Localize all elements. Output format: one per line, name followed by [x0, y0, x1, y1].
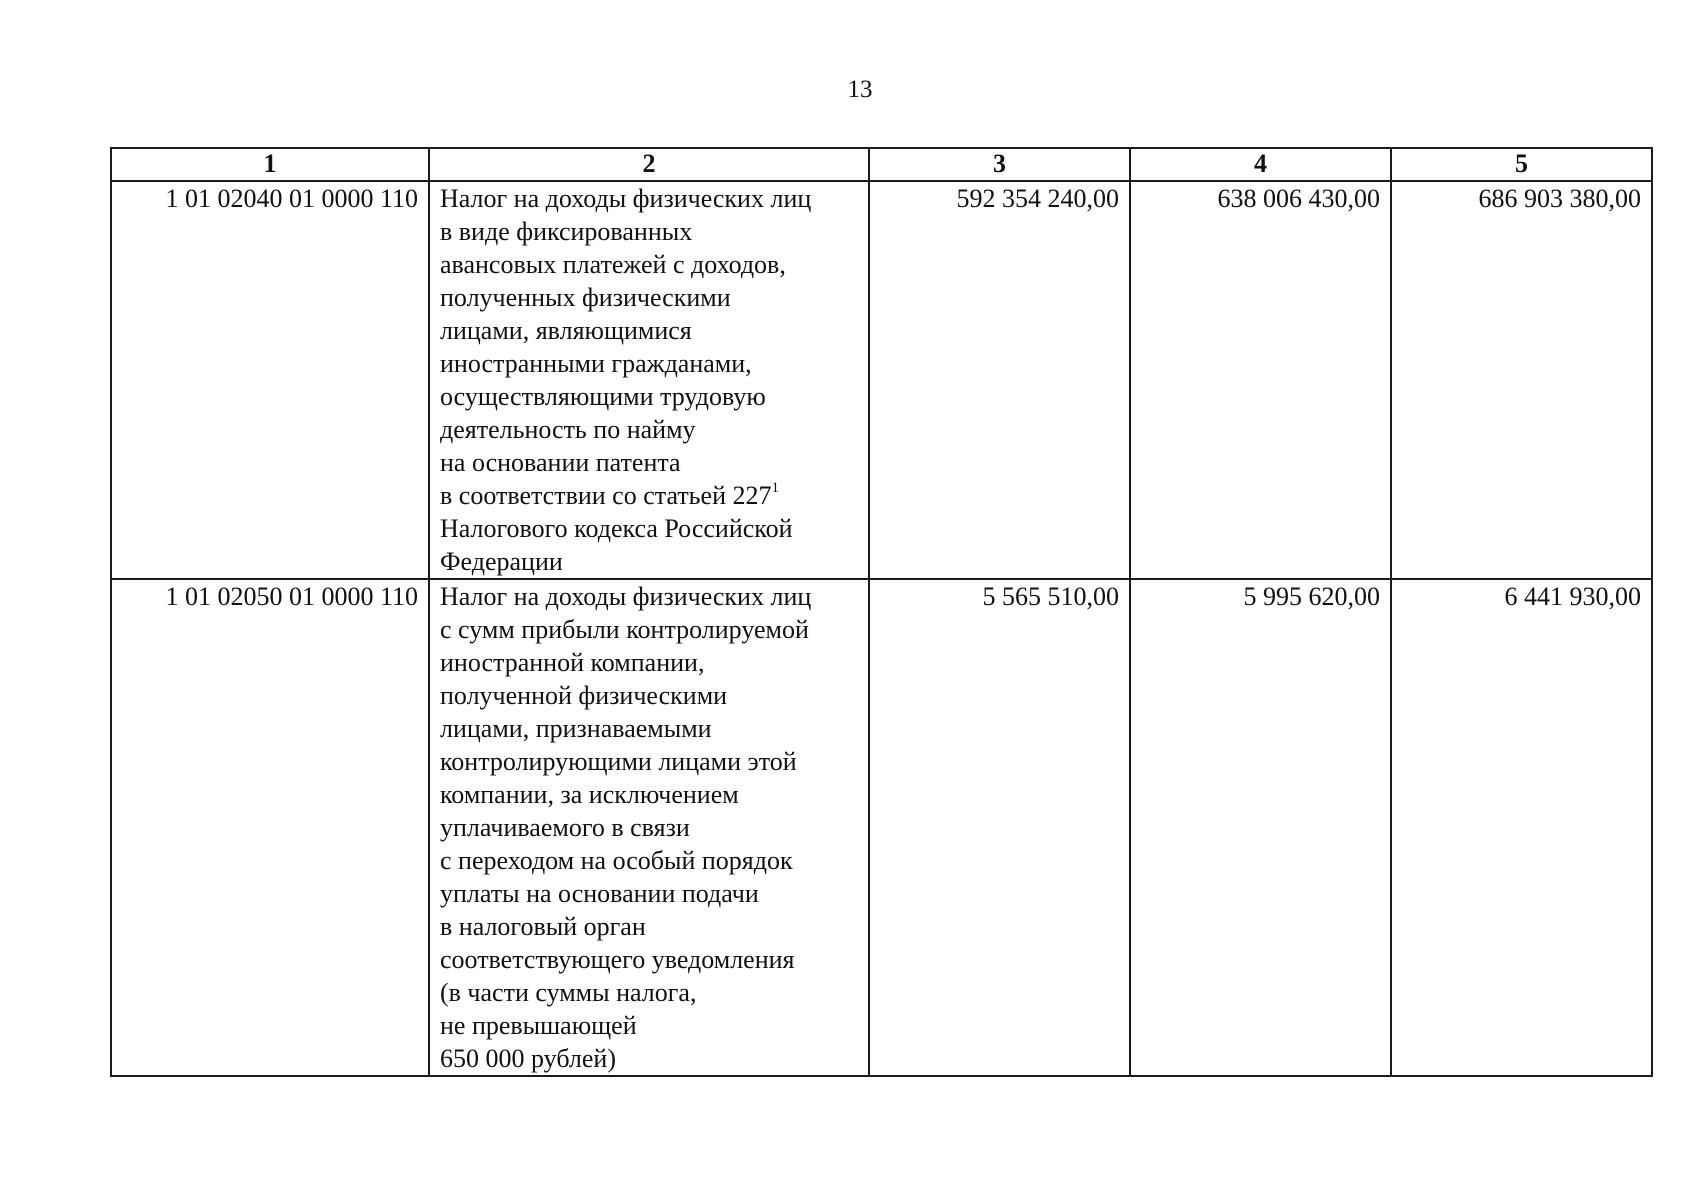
amount-column-3-cell: 592 354 240,00: [869, 181, 1130, 579]
name-line: полученных физическими: [440, 283, 731, 312]
name-line: в налоговый орган: [440, 912, 646, 941]
table-row: [111, 181, 1652, 579]
name-line: лицами, являющимися: [440, 316, 692, 345]
name-line: Налогового кодекса Российской: [440, 514, 793, 543]
article-superscript: 1: [771, 480, 779, 496]
page-number: 13: [847, 76, 873, 103]
name-line: иностранной компании,: [440, 648, 705, 677]
name-line-text: в соответствии со статьей 227: [440, 481, 772, 510]
budget-code-cell: 1 01 02040 01 0000 110: [111, 181, 429, 579]
header-column-4: 4: [1130, 148, 1391, 181]
budget-code-cell: 1 01 02050 01 0000 110: [111, 579, 429, 1076]
name-line: с сумм прибыли контролируемой: [440, 615, 809, 644]
name-line: на основании патента: [440, 448, 681, 477]
amount-column-5-cell: 686 903 380,00: [1391, 181, 1652, 579]
table-header-row: [111, 148, 1652, 181]
name-line: Налог на доходы физических лиц: [440, 582, 812, 611]
header-column-2: 2: [429, 148, 869, 181]
name-line: Федерации: [440, 547, 563, 576]
name-line: авансовых платежей с доходов,: [440, 250, 786, 279]
amount-column-5-cell: 6 441 930,00: [1391, 579, 1652, 1076]
name-line: не превышающей: [440, 1011, 637, 1040]
name-line: осуществляющими трудовую: [440, 382, 766, 411]
name-line: деятельность по найму: [440, 415, 696, 444]
name-line-with-superscript: [440, 479, 858, 512]
revenue-name-cell: [429, 181, 869, 579]
name-line: иностранными гражданами,: [440, 349, 752, 378]
name-line: в виде фиксированных: [440, 217, 693, 246]
name-line: полученной физическими: [440, 681, 728, 710]
name-line: 650 000 рублей): [440, 1044, 616, 1073]
name-line: уплаты на основании подачи: [440, 879, 759, 908]
budget-revenue-table: [110, 147, 1653, 1077]
name-line: (в части суммы налога,: [440, 978, 697, 1007]
name-line: контролирующими лицами этой: [440, 747, 797, 776]
amount-column-3-cell: 5 565 510,00: [869, 579, 1130, 1076]
name-line: уплачиваемого в связи: [440, 813, 690, 842]
name-line: соответствующего уведомления: [440, 945, 795, 974]
header-column-3: 3: [869, 148, 1130, 181]
name-line: Налог на доходы физических лиц: [440, 184, 812, 213]
revenue-name-cell: [429, 579, 869, 1076]
name-line: лицами, признаваемыми: [440, 714, 712, 743]
amount-column-4-cell: 5 995 620,00: [1130, 579, 1391, 1076]
name-line: с переходом на особый порядок: [440, 846, 793, 875]
name-line: компании, за исключением: [440, 780, 739, 809]
amount-column-4-cell: 638 006 430,00: [1130, 181, 1391, 579]
table-row: [111, 579, 1652, 1076]
header-column-1: 1: [111, 148, 429, 181]
header-column-5: 5: [1391, 148, 1652, 181]
